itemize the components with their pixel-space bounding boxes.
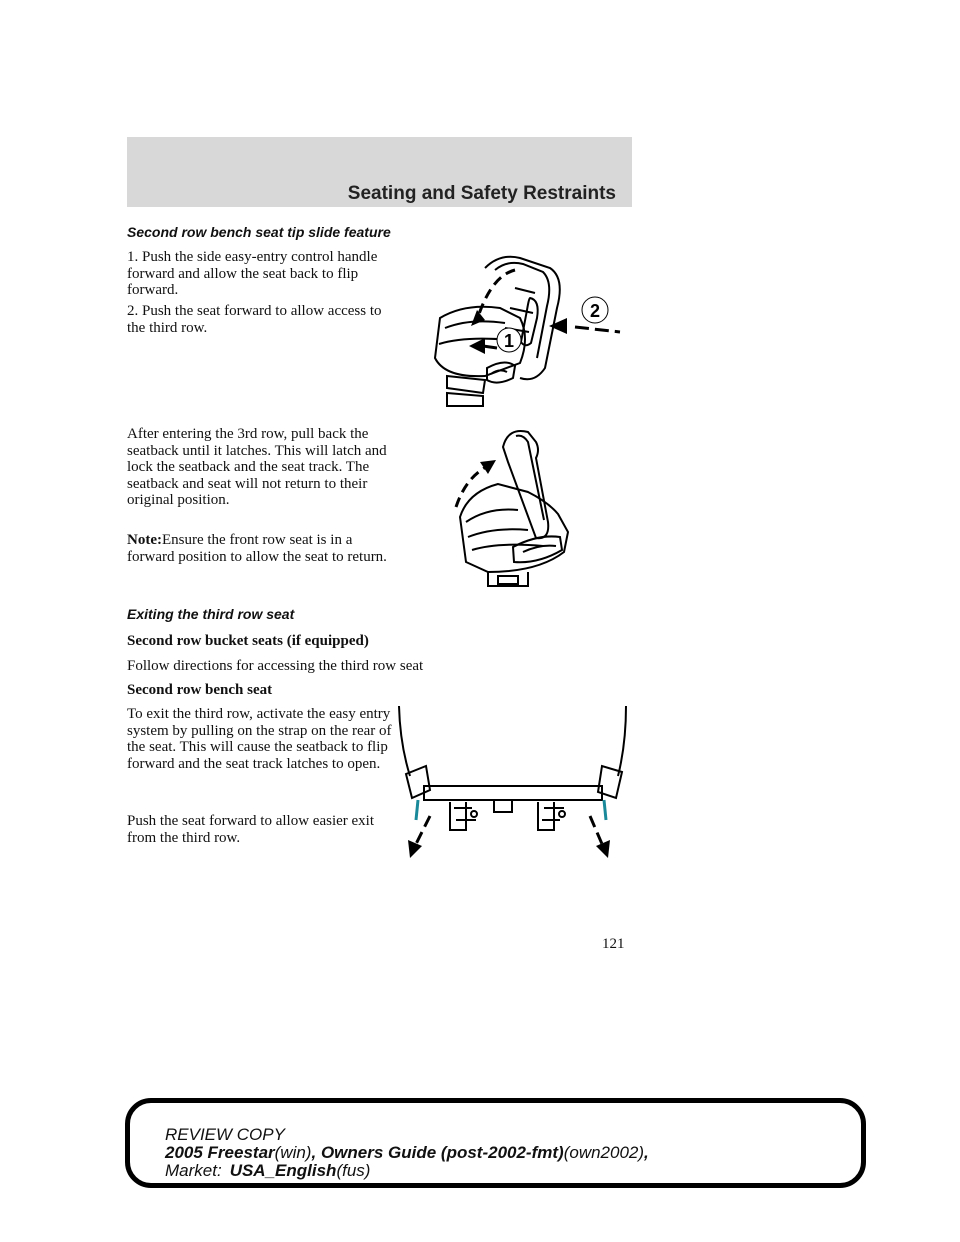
page-number: 121 — [602, 936, 625, 952]
step-1-text: 1. Push the side easy-entry control handle forward and allow the seat back to flip forward. — [127, 249, 378, 298]
market-code: (fus) — [336, 1161, 371, 1180]
exit-arrow-left — [416, 816, 430, 844]
header-band — [127, 137, 632, 207]
model-code: (win) — [274, 1143, 312, 1162]
seat-tip-figure — [425, 248, 630, 410]
review-copy-label: REVIEW COPY — [165, 1125, 285, 1144]
section-title: Seating and Safety Restraints — [347, 183, 616, 204]
bench-seat-text-2: Push the seat forward to allow easier exit from the third row. — [127, 813, 375, 846]
callout-1-arrow — [469, 338, 485, 354]
pull-back-arrow — [456, 466, 488, 507]
callout-2-label: 2 — [589, 301, 601, 321]
model-name: 2005 Freestar — [165, 1143, 275, 1162]
separator: , — [311, 1143, 321, 1162]
seat-left-edge — [399, 706, 410, 776]
step-2-text: 2. Push the seat forward to allow access to the third row. — [127, 303, 382, 336]
after-entering-text: After entering the 3rd row, pull back the seatback until it latches. This will latch and lock the seatback and the seat track. The seatback and seat will not return to their original position. — [127, 426, 387, 508]
footer-line-3 — [165, 1162, 370, 1180]
bucket-seats-text: Follow directions for accessing the third row seat — [127, 658, 424, 674]
separator: , — [644, 1143, 649, 1162]
seat-right-edge — [618, 706, 626, 776]
guide-code: (own2002) — [563, 1143, 645, 1162]
market-label: Market: — [165, 1161, 222, 1180]
tip-slide-heading: Second row bench seat tip slide feature — [127, 224, 391, 240]
bench-rear-figure — [394, 704, 634, 862]
bench-seat-text-1: To exit the third row, activate the easy entry system by pulling on the strap on the rear of the seat. This will cause the seatback to flip forward and the seat track latches to open. — [127, 706, 392, 772]
seatback-outline — [503, 431, 548, 538]
note-label: Note: — [127, 532, 162, 548]
note-paragraph — [127, 532, 392, 565]
seatback-outline — [485, 257, 560, 380]
footer-line-2 — [165, 1144, 649, 1162]
exiting-heading: Exiting the third row seat — [127, 606, 295, 622]
seat-frame-bar — [424, 786, 602, 800]
note-text: Ensure the front row seat is in a forward position to allow the seat to return. — [127, 532, 387, 565]
bench-seat-heading: Second row bench seat — [127, 682, 273, 698]
bucket-seats-heading: Second row bucket seats (if equipped) — [127, 633, 369, 649]
callout-1-label: 1 — [503, 331, 515, 351]
exit-arrow-right — [590, 816, 602, 844]
guide-name: Owners Guide (post-2002-fmt) — [320, 1143, 564, 1162]
seatback-return-figure — [448, 422, 583, 588]
market-value: USA_English — [229, 1161, 337, 1180]
